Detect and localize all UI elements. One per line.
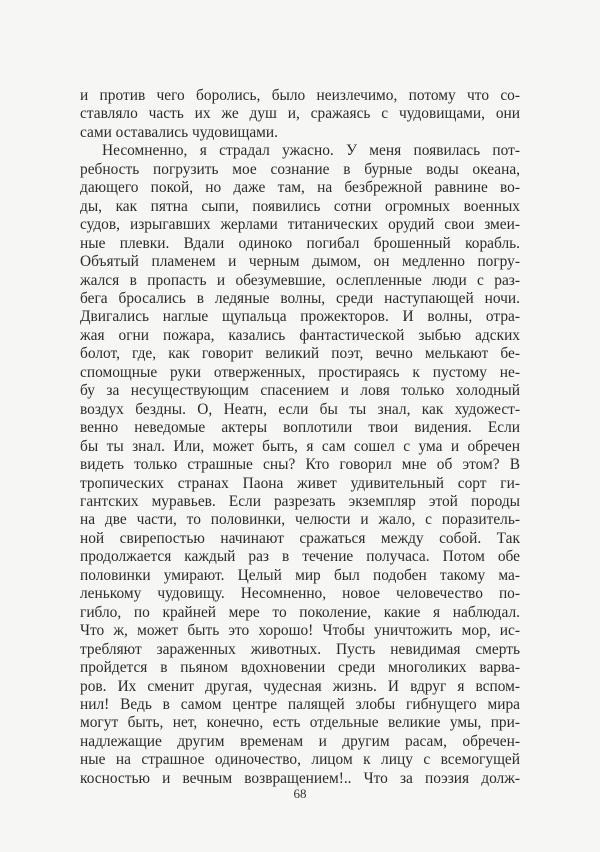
text-line: нил! Ведь в самом центре палящей злобы гибнущего мира xyxy=(80,695,520,713)
text-line: жался в пропасть и обезумевшие, ослепленные люди с раз- xyxy=(80,271,520,289)
text-line: видеть только страшные сны? Кто говорил мне об этом? В xyxy=(80,456,520,474)
text-line: воздух бездны. О, Неатн, если бы ты знал, как художест- xyxy=(80,400,520,418)
text-line: спомощные руки отверженных, простираясь к пустому не- xyxy=(80,363,520,381)
text-line: судов, изрыгавших жерлами титанических орудий свои змеи- xyxy=(80,216,520,234)
text-line: ленькому чудовищу. Несомненно, новое человечество по- xyxy=(80,585,520,603)
text-line: на две части, то половинки, челюсти и жало, с поразитель- xyxy=(80,511,520,529)
text-line: жая огни пожара, казались фантастической зыбью адских xyxy=(80,326,520,344)
text-line: бы ты знал. Или, может быть, я сам сошел с ума и обречен xyxy=(80,437,520,455)
text-line: гантских муравьев. Если разрезать экземпляр этой породы xyxy=(80,492,520,510)
text-line: бу за несуществующим спасением и ловя только холодный xyxy=(80,382,520,400)
text-line: пройдется в пьяном вдохновении среди многоликих варва- xyxy=(80,659,520,677)
text-line: и против чего боролись, было неизлечимо, потому что со- xyxy=(80,87,520,104)
text-line: гибло, по крайней мере то поколение, какие я наблюдал. xyxy=(80,603,520,621)
text-line: венно неведомые актеры воплотили твои видения. Если xyxy=(80,419,520,437)
text-line: ставляло часть их же душ и, сражаясь с чудовищами, они xyxy=(80,105,520,123)
text-line: сами оставались чудовищами. xyxy=(80,123,278,141)
text-line: требляют зараженных животных. Пусть невидимая смерть xyxy=(80,640,520,658)
text-line: надлежащие другим временам и другим расам, обречен- xyxy=(80,732,520,750)
text-line: могут быть, нет, конечно, есть отдельные великие умы, при- xyxy=(80,714,520,732)
text-line: продолжается каждый раз в течение получаса. Потом обе xyxy=(80,548,520,566)
text-line: Несомненно, я страдал ужасно. У меня появилась пот- xyxy=(102,142,520,160)
text-line: ров. Их сменит другая, чудесная жизнь. И вдруг я вспом- xyxy=(80,677,520,695)
body-text xyxy=(80,87,520,788)
text-line: Объятый пламенем и черным дымом, он медленно погру- xyxy=(80,253,520,271)
text-line: тропических странах Паона живет удивительный сорт ги- xyxy=(80,474,520,492)
text-line: косностью и вечным возвращением!.. Что за поэзия долж- xyxy=(80,769,520,787)
text-line: Двигались наглые щупальца прожекторов. И волны, отра- xyxy=(80,308,520,326)
text-line: ды, как пятна сыпи, появились сотни огромных военных xyxy=(80,197,520,215)
text-line: болот, где, как говорит великий поэт, вечно мелькают бе- xyxy=(80,345,520,363)
text-line: половинки умирают. Целый мир был подобен такому ма- xyxy=(80,566,520,584)
text-line: ребность погрузить мое сознание в бурные воды океана, xyxy=(80,160,520,178)
text-line: дающего покой, но даже там, на безбрежной равнине во- xyxy=(80,179,520,197)
text-line: ные на страшное одиночество, лицом к лицу с всемогущей xyxy=(80,751,520,769)
text-line: ной свирепостью начинают сражаться между собой. Так xyxy=(80,529,520,547)
text-line: ные плевки. Вдали одиноко погибал брошенный корабль. xyxy=(80,234,520,252)
text-line: Что ж, может быть это хорошо! Чтобы уничтожить мор, ис- xyxy=(80,622,520,640)
page-number: 68 xyxy=(293,786,307,801)
text-line: бега бросались в ледяные волны, среди наступающей ночи. xyxy=(80,289,520,307)
